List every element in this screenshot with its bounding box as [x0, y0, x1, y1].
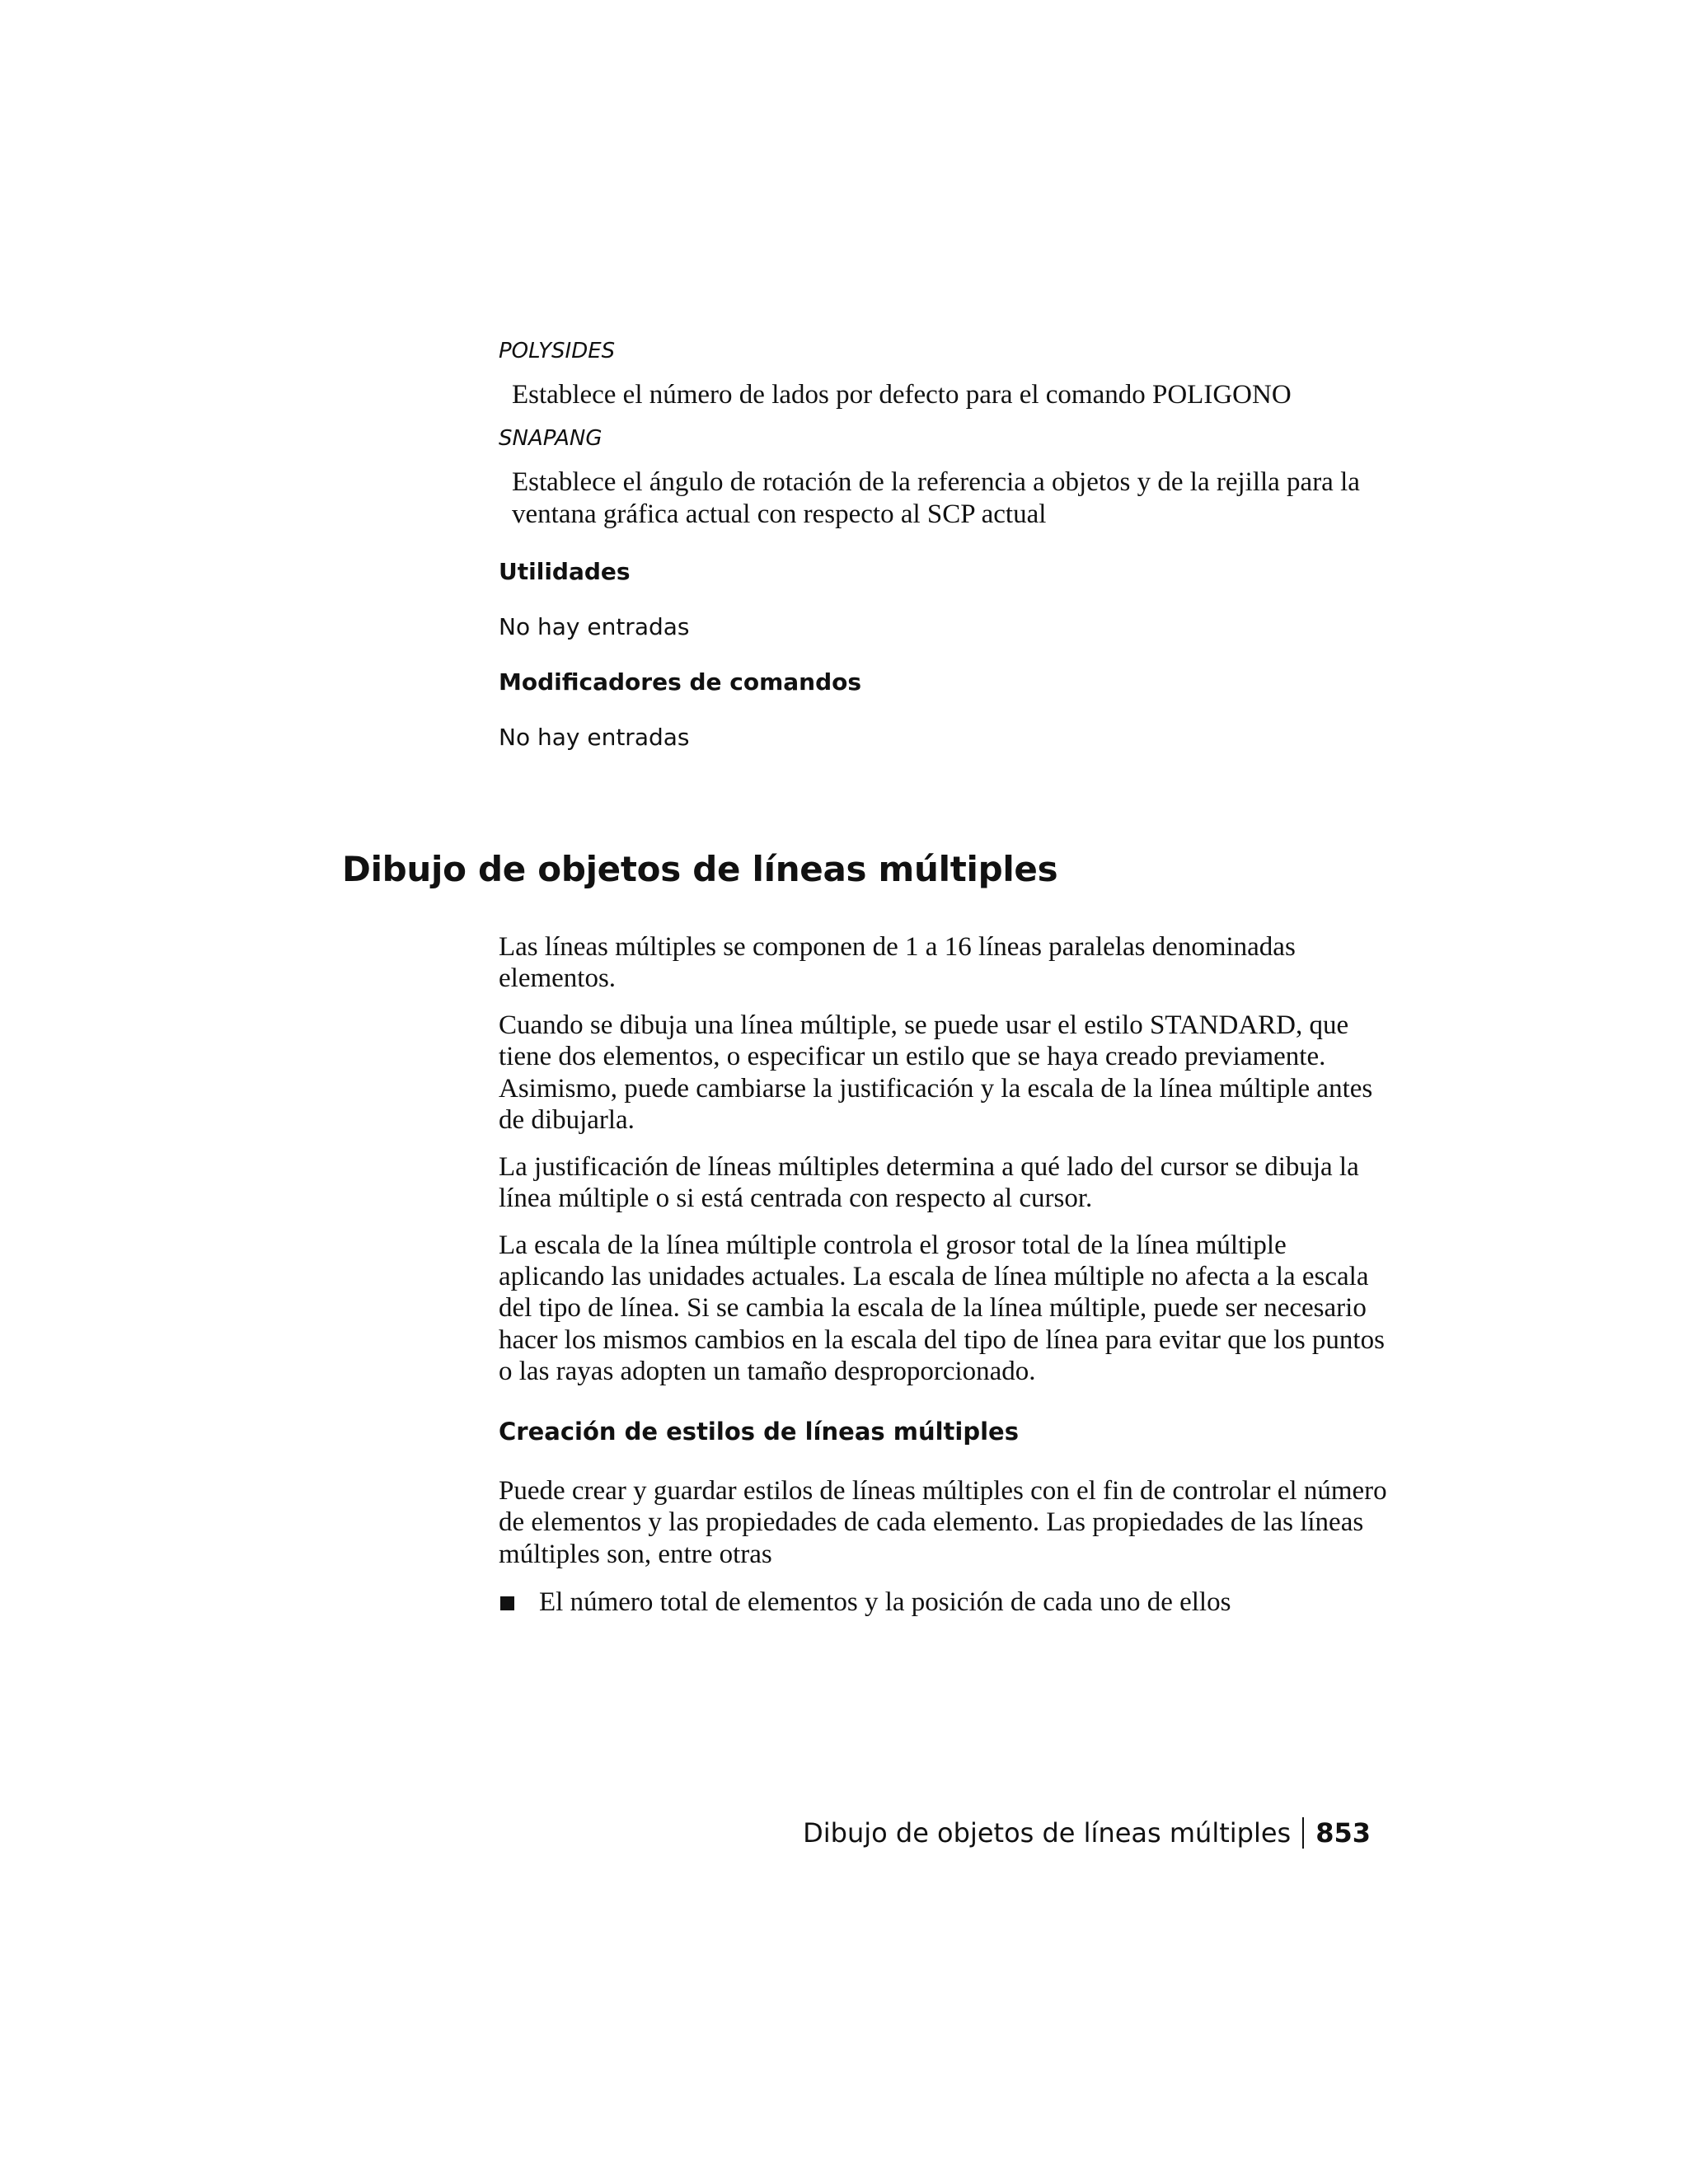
section-body	[499, 931, 1389, 1618]
utilidades-text: No hay entradas	[499, 613, 690, 641]
variable-name: POLYSIDES	[499, 339, 616, 363]
modificadores-text: No hay entradas	[499, 724, 690, 752]
square-bullet-icon	[500, 1596, 514, 1610]
page-footer	[803, 1817, 1371, 1849]
variable-name: SNAPANG	[499, 426, 603, 452]
variable-description: Establece el ángulo de rotación de la referencia a objetos y de la rejilla para la ventana gráfica actual con respecto al SCP actual	[512, 467, 1360, 529]
utilidades-heading: Utilidades	[499, 558, 631, 586]
page-number: 853	[1315, 1817, 1371, 1849]
modificadores-heading: Modificadores de comandos	[499, 668, 862, 696]
footer-divider	[1302, 1817, 1304, 1849]
paragraph: Las líneas múltiples se componen de 1 a 16 líneas paralelas denominadas elementos.	[499, 932, 1296, 994]
list-item-text: El número total de elementos y la posición de cada uno de ellos	[539, 1587, 1231, 1617]
subsection-paragraph: Puede crear y guardar estilos de líneas múltiples con el fin de controlar el número de elementos y las propiedades de cada elemento. Las propiedades de las líneas múltiples son, entre otras	[499, 1475, 1387, 1569]
subsection-heading: Creación de estilos de líneas múltiples	[499, 1417, 1019, 1446]
paragraph: Cuando se dibuja una línea múltiple, se puede usar el estilo STANDARD, que tiene dos elementos, o especificar un estilo que se haya creado previamente. Asimismo, puede cambiarse la justificación y la escala de la línea múltiple antes de dibujarla.	[499, 1010, 1373, 1136]
paragraph: La justificación de líneas múltiples determina a qué lado del cursor se dibuja la línea múltiple o si está centrada con respecto al cursor.	[499, 1151, 1359, 1214]
variables-block	[499, 338, 1372, 779]
variable-description: Establece el número de lados por defecto para el comando POLIGONO	[512, 379, 1292, 410]
footer-title: Dibujo de objetos de líneas múltiples	[803, 1817, 1292, 1849]
list-item	[499, 1586, 1389, 1618]
section-heading: Dibujo de objetos de líneas múltiples	[342, 849, 1058, 889]
paragraph: La escala de la línea múltiple controla el grosor total de la línea múltiple aplicando las unidades actuales. La escala de línea múltiple no afecta a la escala del tipo de línea. Si se cambia la escala de la línea múltiple, puede ser necesario hacer los mismos cambios en la escala del tipo de línea para evitar que los puntos o las rayas adopten un tamaño desproporcionado.	[499, 1230, 1385, 1387]
